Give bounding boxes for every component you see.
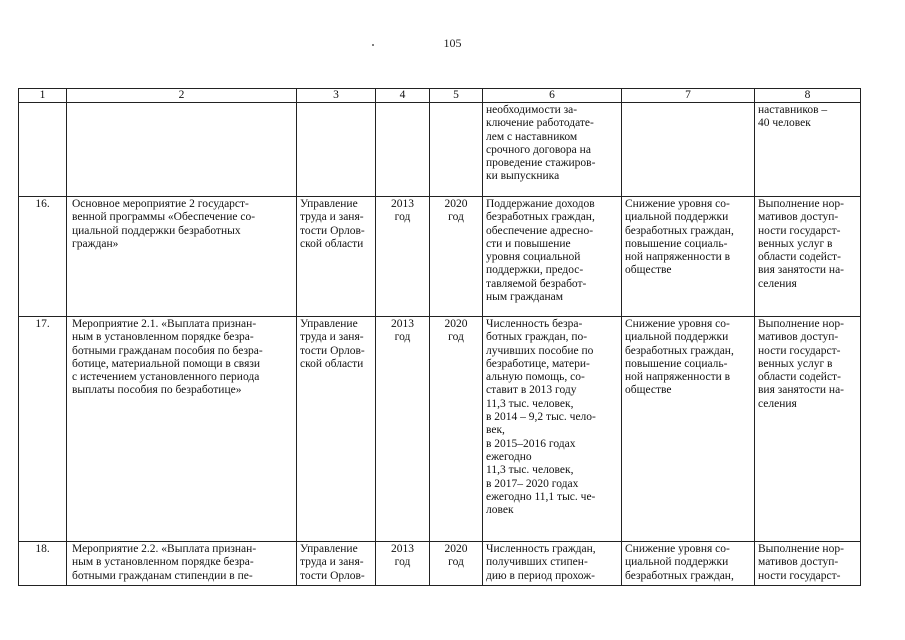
row-name: Мероприятие 2.2. «Выплата признан- ным в установленном порядке безра- ботными гражданам стипендии в пе- bbox=[67, 542, 297, 586]
row-end: 2020 год bbox=[430, 317, 483, 542]
row-number: 16. bbox=[19, 197, 67, 317]
row-end: 2020 год bbox=[430, 542, 483, 586]
header-cell-6: 6 bbox=[483, 89, 622, 103]
row-effect bbox=[622, 103, 755, 197]
page-number: 105 bbox=[443, 36, 462, 50]
row-executor: Управление труда и заня- тости Орлов- ской области bbox=[297, 197, 376, 317]
header-cell-2: 2 bbox=[67, 89, 297, 103]
row-number bbox=[19, 103, 67, 197]
scan-speck bbox=[372, 44, 374, 46]
table-row bbox=[19, 317, 861, 542]
row-number: 18. bbox=[19, 542, 67, 586]
row-executor: Управление труда и заня- тости Орлов- ской области bbox=[297, 317, 376, 542]
header-cell-4: 4 bbox=[376, 89, 430, 103]
row-end bbox=[430, 103, 483, 197]
row-name: Основное мероприятие 2 государст- венной программы «Обеспечение со- циальной поддержки безработных граждан» bbox=[67, 197, 297, 317]
row-indicator: Выполнение нор- мативов доступ- ности государст- венных услуг в области содейст- вия занятости на- селения bbox=[755, 317, 861, 542]
table-row bbox=[19, 197, 861, 317]
row-start: 2013 год bbox=[376, 542, 430, 586]
row-name: Мероприятие 2.1. «Выплата признан- ным в установленном порядке безра- ботными гражданам пособия по безра- ботице, материальной помощи в связи с истечением установленного периода выплаты пособия по безработице» bbox=[67, 317, 297, 542]
row-indicator: наставников – 40 человек bbox=[755, 103, 861, 197]
row-effect: Снижение уровня со- циальной поддержки безработных граждан, повышение социаль- ной напряженности в обществе bbox=[622, 317, 755, 542]
header-cell-3: 3 bbox=[297, 89, 376, 103]
program-table bbox=[18, 88, 861, 586]
row-executor: Управление труда и заня- тости Орлов- bbox=[297, 542, 376, 586]
row-indicator: Выполнение нор- мативов доступ- ности государст- bbox=[755, 542, 861, 586]
row-result: необходимости за- ключение работодате- лем с наставником срочного договора на проведение стажиров- ки выпускника bbox=[483, 103, 622, 197]
row-effect: Снижение уровня со- циальной поддержки безработных граждан, bbox=[622, 542, 755, 586]
header-cell-5: 5 bbox=[430, 89, 483, 103]
row-name bbox=[67, 103, 297, 197]
header-cell-8: 8 bbox=[755, 89, 861, 103]
row-start bbox=[376, 103, 430, 197]
row-start: 2013 год bbox=[376, 197, 430, 317]
header-cell-7: 7 bbox=[622, 89, 755, 103]
table-row bbox=[19, 542, 861, 586]
row-start: 2013 год bbox=[376, 317, 430, 542]
row-effect: Снижение уровня со- циальной поддержки безработных граждан, повышение социаль- ной напряженности в обществе bbox=[622, 197, 755, 317]
header-cell-1: 1 bbox=[19, 89, 67, 103]
row-result: Поддержание доходов безработных граждан, обеспечение адресно- сти и повышение уровня социальной поддержки, предос- тавляемой безработ- ным гражданам bbox=[483, 197, 622, 317]
row-executor bbox=[297, 103, 376, 197]
row-indicator: Выполнение нор- мативов доступ- ности государст- венных услуг в области содейст- вия занятости на- селения bbox=[755, 197, 861, 317]
row-result: Численность граждан, получивших стипен- дию в период прохож- bbox=[483, 542, 622, 586]
row-number: 17. bbox=[19, 317, 67, 542]
table-row bbox=[19, 103, 861, 197]
row-result: Численность безра- ботных граждан, по- лучивших пособие по безработице, матери- альную помощь, со- ставит в 2013 году 11,3 тыс. человек, в 2014 – 9,2 тыс. чело- век, в 2015–2016 годах ежегодно 11,3 тыс. человек, в 2017– 2020 годах ежегодно 11,1 тыс. че- ловек bbox=[483, 317, 622, 542]
row-end: 2020 год bbox=[430, 197, 483, 317]
header-row bbox=[19, 89, 861, 103]
